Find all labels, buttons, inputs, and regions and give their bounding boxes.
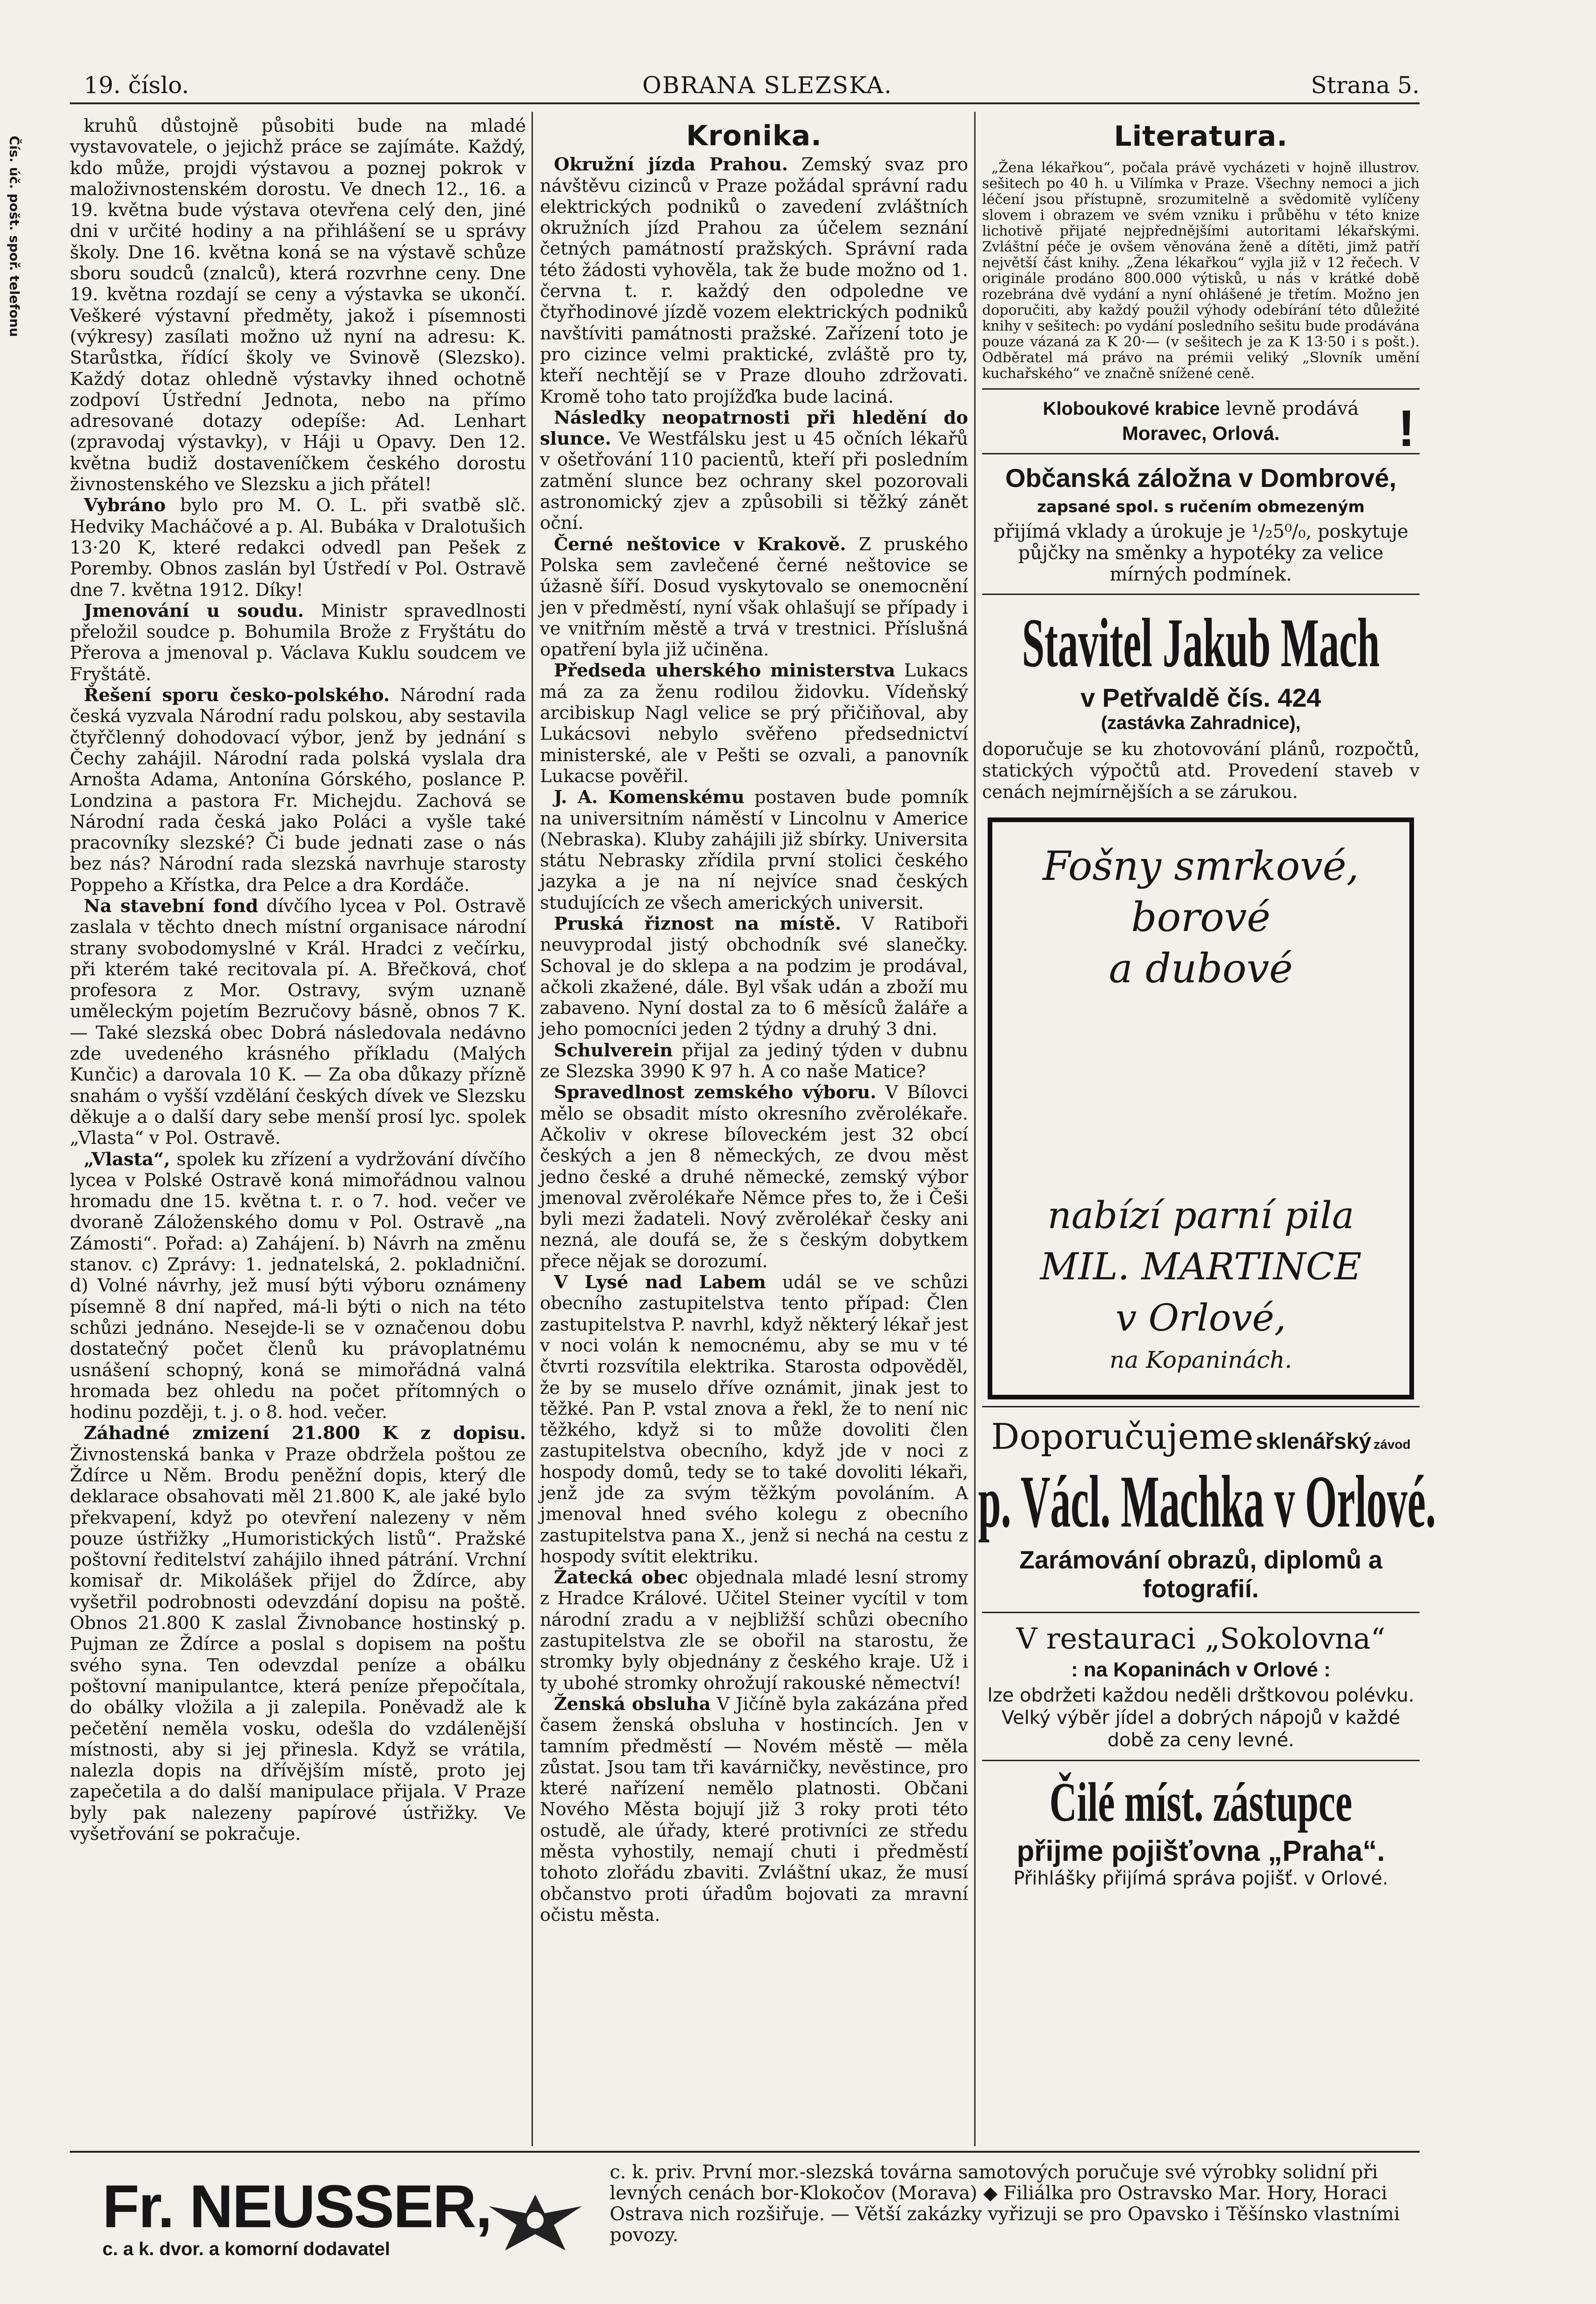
ad-sklenarsky-zavod: Doporučujeme sklenářský závod p. Václ. Machka v Orlové. Zarámování obrazů, diplomů a fotografií. (982, 1406, 1420, 1612)
article-paragraph (540, 534, 968, 661)
ad-stavitel-mach: Stavitel Jakub Mach v Petřvaldě čís. 424 (zastávka Zahradnice), doporučuje se ku zhotovování plánů, rozpočtů, statických výpočtů atd. Provedení staveb v cenách nejmírnějších a se zárukou. (982, 594, 1420, 811)
article-body: Ministr spravedlnosti přeložil soudce p. Bohumila Brože z Fryštátu do Přerova a jmenoval p. Václava Kuklu soudcem ve Fryštátě. (70, 600, 526, 685)
article-heading: Schulverein (554, 1040, 673, 1061)
article-body: Národní rada česká vyzvala Národní radu polskou, aby sestavila čtyřčlenný dohodovací výbor, jenž by jednání s Čechy zahájil. Národní rada polská vyslala dra Arnošta Adama, Antonína Górského, poslance P. Londzina a pastora Fr. Michejdu. Zachová se Národní rada česká jako Poláci a vyšle také pracovníky slezské? Či bude jednati zase o nás bez nás? Národní rada slezská navrhuje starosty Poppeho a Křístka, dra Pelce a dra Kordáče. (70, 685, 526, 896)
article-body: V Jičíně byla zakázána před časem ženská obsluha v hostincích. Jen v tamním předměstí — Novém městě — měla zůstat. Jsou tam tři kavárničky, nevěstince, pro které nařízení nemělo platnosti. Občani Nového Města bojují již 3 roky proti této ostudě, ale úřady, které protivníci ze středu města vyhostily, nemají chuti i předměstí tohoto zlořádu zbaviti. Zvláštní ukaz, že musí občanstvo proti úřadům bojovati za mravní očistu města. (540, 1693, 968, 1926)
article-heading: Okružní jízda Prahou. (554, 154, 788, 176)
article-body: dívčího lycea v Pol. Ostravě zaslala v těchto dnech místní organisace národní strany svobodomyslné v Král. Hradci z večírku, při kterém také recitovala pí. A. Břečková, choť profesora z Mor. Ostravy, svým uznaně uměleckým pojetím Bezručovy básně, obnos 7 K. — Také slezská obec Dobrá následovala nedávno zde uvedeného krásného příkladu (Malých Kunčic) a darovala 10 K. — Za oba důkazy přízně snahám o vyšší vzdělání českých dívek ve Slezsku děkuje a o další dary sebe menší prosí lyc. spolek „Vlasta“ v Pol. Ostravě. (70, 895, 526, 1149)
article-body: Zemský svaz pro návštěvu cizinců v Praze požádal správní radu elektrických podniků o zavedení zvláštních okružních jízd Prahou za účelem seznání četných památností pražských. Správní rada této žádosti vyhověla, tak že bude možno od 1. června t. r. každý den odpoledne ve čtyřhodinové jízdě vozem elektrických podniků navštíviti památnosti pražské. Zařízení toto je pro cizince velmi praktické, zvláště pro ty, kteří nechtějí se v Praze dlouho zdržovati. Kromě toho tato projížďka bude laciná. (540, 154, 968, 407)
newspaper-title: OBRANA SLEZSKA. (642, 72, 893, 99)
article-heading: Následky neopatrnosti při hledění do slunce. (540, 407, 968, 450)
literatura-heading: Literatura. (1114, 120, 1288, 153)
article-body: Z pruského Polska sem zavlečené černé neštovice se úžasně šíří. Dosud vyskytovalo se onemocnění jen v předměstí, nyní však ohlašují se případy i ve vnitřním městě a trvá v trestnici. Příslušná opatření byla již učiněna. (540, 534, 969, 661)
neusser-subtitle: c. a k. dvor. a komorní dodavatel (102, 2239, 390, 2259)
column-2 (540, 115, 968, 1926)
neusser-brand: Fr. NEUSSER, (102, 2172, 492, 2240)
kronika-heading: Kronika. (686, 120, 822, 152)
article-body: udál se ve schůzi obecního zastupitelstva tento případ: Člen zastupitelstva P. navrhl, když některý lékař jest v noci volán k nemocnému, aby se mu v té čtvrti rozsvítila elektrika. Starosta odpověděl, že by se muselo dříve oznámit, jinak jest to těžké. Pan P. vstal znova a řekl, že to není nic těžkého, když si to může dovoliti člen zastupitelstva obecního, když jde v noci z hospody domů, tedy se to také dovoliti lékaři, jenž jde za svým těžkým povoláním. A jmenoval hned svého kolegu z obecního zastupitelstva pana X., jenž si nechá na cestu z hospody svítit elektriku. (540, 1272, 968, 1567)
article-paragraph (540, 1272, 968, 1567)
article-paragraph (70, 601, 526, 685)
article-heading: Vybráno (84, 495, 166, 516)
ad-kloboukove-krabice: Kloboukové krabice levně prodává Moravec, Orlová. ! (982, 388, 1420, 453)
article-paragraph (540, 1567, 968, 1694)
article-paragraph (540, 787, 968, 913)
article-heading: Jmenování u soudu. (84, 600, 304, 622)
ad-pojistovna-praha: Čilé míst. zástupce přijme pojišťovna „Praha“. Přihlášky přijímá správa pojišť. v Orlové. (982, 1760, 1420, 1898)
literatura-text: „Žena lékařkou“, počala právě vycházeti v hojně illustrov. sešitech po 40 h. u Vilímka v Praze. Všechny nemoci a jich léčení jsou přístupně, srozumitelně a svědomitě vylíčeny slovem i obrazem ve svém vzniku i průběhu v této knize lichotivě přijaté nejpřednějšími autoritami lékařskými. Zvláštní péče je ovšem věnována ženě a dítěti, jimž patří největší část knihy. „Žena lékařkou“ vyjla již v 12 řečech. V originále prodáno 800.000 výtisků, u nás v krátké době rozebrána dvě vydání a nyní ohlášené je třetím. Možno jen doporučiti, aby každý použil výhody odebírání této důležité knihy v sešitech: po vydání posledního sešitu bude prodávána pouze vázaná za K 20·— (v sešitech je za K 13·50 i s pošt.). Odběratel má právo na prémii veliký „Slovník umění kuchařského“ ve značně snížené ceně. (982, 160, 1420, 382)
article-body: V Ratiboři neuvyprodal jistý obchodník své slanečky. Schoval je do sklepa a na podzim je prodával, ačkoli zkažené, dále. Byl však udán a zboží mu zabaveno. Nyní dostal za to 6 měsíců žaláře a jeho pomocníci jeden 2 týdny a druhý 3 dni. (540, 913, 968, 1040)
article-paragraph (540, 154, 968, 407)
article-body: V Bílovci mělo se obsadit místo okresního zvěrolékaře. Ačkoliv v okrese bíloveckém jest 32 obcí českých a jen 8 německých, ze dvou měst jedno české a druhé německé, zemský výbor jmenoval zvěrolékaře Němce přes to, že i Češi byli mezi žadateli. Nový zvěrolékař česky ani nezná, ale doufá se, že s českým dobytkem přece nějak se dorozumí. (540, 1082, 969, 1272)
article-heading: V Lysé nad Labem (554, 1272, 766, 1293)
column-3 (978, 115, 1436, 1898)
article-heading: Žatecká obec (554, 1567, 688, 1588)
article-paragraph (540, 660, 968, 787)
article-body: Živnostenská banka v Praze obdržela poštou ze Ždírce u Něm. Brodu peněžní dopis, který dle deklarace obsahovati měl 21.800 K, ale jaké bylo překvapení, když po otevření nalezeny v něm pouze ústřižky „Humoristických listů“. Pražské poštovní ředitelství zahájilo ihned pátrání. Vrchní komisař dr. Mikolášek přijel do Ždírce, aby vyšetřil podrobnosti odevzdání dopisu na poště. Obnos 21.800 K zaslal Živnobance hostinský p. Pujman ze Ždírce a poslal s dopisem na poštu svého syna. Ten odevzdal peníze a obálku poštovní manipulantce, která peníze přepočítala, do obálky vložila a ji zalepila. Poněvadž ale k pečetění neměla vosku, odešla do vzdálenější místnosti, aby si jej přinesla. Když se vrátila, nalezla dopis na dřívějším místě, proto jej zapečetila a do další manipulace přijala. V Praze byly pak nalezeny papírové ústřižky. Ve vyšetřování se pokračuje. (70, 1444, 526, 1845)
column-1 (70, 115, 526, 1845)
article-heading: J. A. Komenskému (554, 787, 745, 808)
ad-parni-pila-frame: Fošny smrkové, borové a dubové nabízí parní pila MIL. MARTINCE v Orlové, na Kopaninách. (988, 818, 1414, 1399)
article-paragraph (70, 1149, 526, 1423)
article-paragraph (70, 1423, 526, 1845)
exclamation-mark: ! (1398, 400, 1415, 457)
article-heading: Ženská obsluha (554, 1693, 711, 1715)
article-body: postaven bude pomník na universitním náměstí v Lincolnu v Americe (Nebraska). Kluby zahájili již sbírky. Universita státu Nebrasky zřídila první stolici českého jazyka a je na ní nejvíce snad českých studujících ze všech amerických universit. (540, 787, 968, 913)
article-paragraph (70, 896, 526, 1149)
article-body: přijal za jediný týden v dubnu ze Slezska 3990 K 97 h. A co naše Matice? (540, 1040, 968, 1082)
article-paragraph (540, 913, 968, 1040)
article-paragraph (540, 1040, 968, 1082)
ad-restaurace-sokolovna: V restauraci „Sokolovna“ : na Kopaninách v Orlové : lze obdržeti každou neděli drštkovou polévku. Velký výběr jídel a dobrých nápojů v každé době za ceny levné. (982, 1612, 1420, 1760)
page-header (70, 70, 1420, 104)
ad-obcanska-zalozna: Občanská záložna v Dombrové, zapsané spol. s ručením obmezeným přijímá vklady a úrokuje je ¹/₂5⁰/₀, poskytuje půjčky na směnky a hypotéky za velice mírných podmínek. (982, 453, 1420, 594)
article-body: bylo pro M. O. L. při svatbě slč. Hedviky Macháčové a p. Al. Bubáka v Dralotušich 13·20 K, které redakci odvedl pan Pešek z Poremby. Obnos zaslán byl Ústředí v Pol. Ostravě dne 7. května 1912. Díky! (70, 495, 526, 601)
issue-number: 19. číslo. (84, 72, 189, 99)
article-body: objednala mladé lesní stromy z Hradce Králové. Učitel Steiner vycítil v tom národní zradu a v nejbližší schůzi obecního zastupitelstva zle se obořil na starostu, že stromky byly objednány z českého kraje. Už i ty ubohé stromky ohrožují rakouské němectví! (540, 1567, 968, 1694)
article-body: Ve Westfálsku jest u 45 očních lékařů v ošetřování 110 pacientů, kteří při posledním zatmění slunce bez ochrany skel pozorovali astronomický zjev a způsobili si těžký zánět oční. (540, 428, 968, 534)
article-body: kruhů důstojně působiti bude na mladé vystavovatele, o jejichž práce se zajímáte. Každý, kdo může, projdi výstavou a poznej pokrok v maloživnostenském dorostu. Ve dnech 12., 16. a 19. května bude výstava otevřena celý den, jiné dni v určité hodiny a na přihlášení se u správy školy. Dne 16. května koná se na výstavě schůze sboru soudců (znalců), která rozvrhne ceny. Dne 19. května rozdají se ceny a výstavka se ukončí. Veškeré výstavní předměty, jakož i písemnosti (výkresy) zasílati možno už nyní na adresu: K. Starůstka, řídící školy ve Svinově (Slezsko). Každý dotaz ohledně výstavky ihned ochotně zodpoví Ústřední Jednota, nebo na přímo adresované dotazy odepíše: Ad. Lenhart (zpravodaj výstavky), v Háji u Opavy. Den 12. května budiž dostaveníčkem českého dorostu živnostenského ve Slezsku a jich přátel! (70, 115, 526, 495)
article-paragraph (540, 407, 968, 534)
article-heading: Řešení sporu česko-polského. (84, 685, 390, 706)
article-body: spolek ku zřízení a vydržování dívčího lycea v Polské Ostravě koná mimořádnou valnou hromadu dne 15. května t. r. o 7. hod. večer ve dvoraně Záloženského domu v Pol. Ostravě „na Zámosti“. Pořad: a) Zahájení. b) Návrh na změnu stanov. c) Zprávy: 1. jednatelská, 2. pokladniční. d) Volné návrhy, jež musí býti výboru oznámeny písemně 8 dní napřed, má-li býti o nich na této schůzi jednáno. Nesejde-li se v označenou dobu dostatečný počet členů ku právoplatnému usnášení schopný, koná se mimořádná valná hromada bez ohledu na počet přítomných o hodinu později, t. j. o 8. hod. večer. (70, 1149, 526, 1423)
footer-text: c. k. priv. První mor.-slezská továrna samotových poručuje své výrobky solidní při levných cenách bor-Klokočov (Morava) ◆ Filiálka pro Ostravsko Mar. Hory, Horaci Ostrava nich rozšiřuje. — Větší zakázky vyřizuji se pro Opavsko i Těšínsko vlastními povozy. (610, 2162, 1400, 2246)
article-paragraph (70, 495, 526, 600)
article-paragraph (70, 115, 526, 495)
article-paragraph (540, 1694, 968, 1926)
article-heading: Černé neštovice v Krakově. (554, 534, 846, 555)
article-heading: Spravedlnost zemského výboru. (554, 1082, 876, 1103)
article-heading: Záhadné zmizení 21.800 K z dopisu. (84, 1423, 526, 1444)
article-paragraph (540, 1082, 968, 1272)
margin-note-text: Čís. úč. pošt. spoř. telefonu (7, 135, 22, 337)
page-number: Strana 5. (1311, 72, 1420, 99)
article-body: Lukacs má za za ženu rodilou židovku. Vídeňský arcibiskup Nagl velice se prý přičiňoval, aby Lukácsovi nebylo svěřeno předsednictví ministerské, ale v Pešti se ozvali, a panovník Lukacse pověřil. (540, 660, 968, 787)
article-heading: „Vlasta“, (84, 1149, 170, 1170)
article-heading: Pruská řiznost na místě. (554, 913, 842, 934)
footer-ad (70, 2151, 1420, 2274)
article-heading: Na stavební fond (84, 895, 258, 917)
eagle-emblem-icon (484, 2181, 586, 2255)
column-divider (532, 112, 533, 2146)
article-paragraph (70, 685, 526, 896)
article-heading: Předseda uherského ministerstva (554, 660, 896, 682)
column-divider (974, 112, 976, 2146)
margin-note (3, 135, 24, 447)
